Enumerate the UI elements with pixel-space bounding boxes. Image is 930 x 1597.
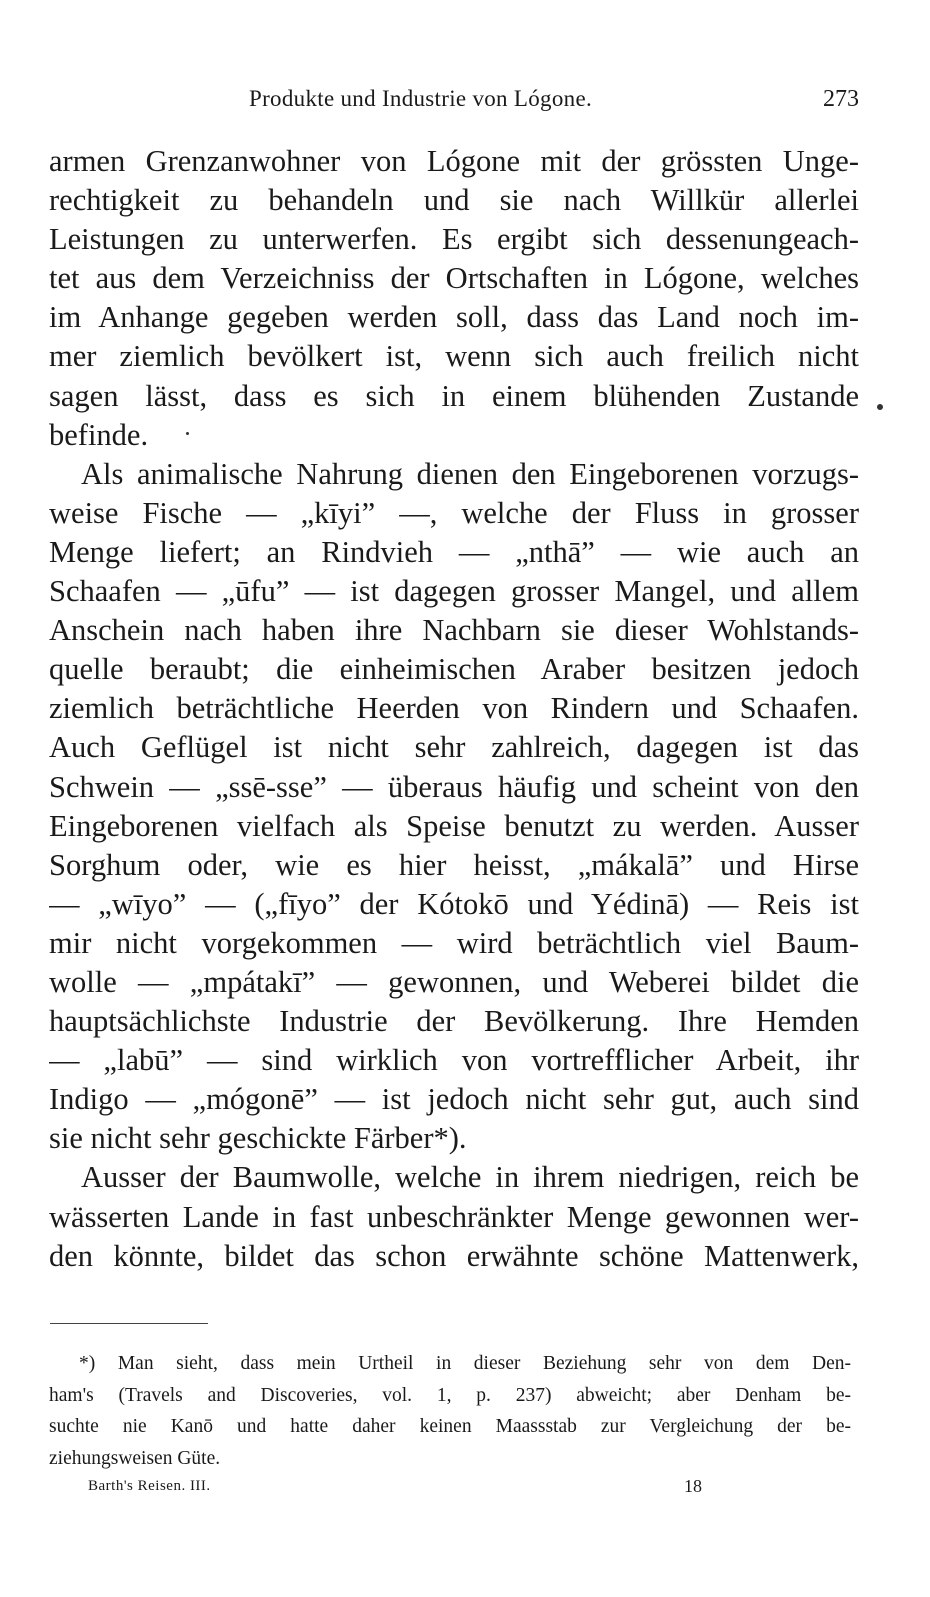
text-line: — „wīyo” — („fīyo” der Kótokō und Yédinā) — Reis ist: [49, 886, 859, 921]
text-line: mer ziemlich bevölkert ist, wenn sich auch freilich nicht: [49, 339, 859, 374]
text-line: quelle beraubt; die einheimischen Araber besitzen jedoch: [49, 652, 859, 687]
text-line: im Anhange gegeben werden soll, dass das Land noch im-: [49, 300, 859, 335]
text-line: Auch Geflügel ist nicht sehr zahlreich, dagegen ist das: [49, 730, 859, 765]
body-text: [49, 142, 859, 1276]
footnote-line: suchte nie Kanō und hatte daher keinen Maassstab zur Vergleichung der be-: [49, 1416, 851, 1437]
text-line: sie nicht sehr geschickte Färber*).: [49, 1121, 467, 1156]
ink-speck: [186, 432, 189, 435]
text-line: weise Fische — „kīyi” —, welche der Fluss in grosser: [49, 495, 859, 530]
footnote-rule: [50, 1323, 208, 1324]
printer-signature: Barth's Reisen. III.: [88, 1478, 211, 1494]
text-line: tet aus dem Verzeichniss der Ortschaften in Lógone, welches: [49, 261, 859, 296]
text-line: mir nicht vorgekommen — wird beträchtlich viel Baum-: [49, 925, 859, 960]
page-number: 273: [823, 86, 859, 112]
text-line: hauptsächlichste Industrie der Bevölkerung. Ihre Hemden: [49, 1004, 859, 1039]
text-line: wässerten Lande in fast unbeschränkter Menge gewonnen wer-: [49, 1199, 859, 1234]
text-line: Schaafen — „ūfu” — ist dagegen grosser Mangel, und allem: [49, 574, 859, 609]
footnote-line: ham's (Travels and Discoveries, vol. 1, p. 237) abweicht; aber Denham be-: [49, 1384, 851, 1406]
text-line: ziemlich beträchtliche Heerden von Rindern und Schaafen.: [49, 691, 859, 726]
text-line: befinde.: [49, 417, 149, 452]
text-line: Sorghum oder, wie es hier heisst, „mákalā” und Hirse: [49, 847, 859, 882]
text-line: Schwein — „ssē-sse” — überaus häufig und scheint von den: [49, 769, 859, 804]
page-footer: [88, 1478, 728, 1506]
text-line: den könnte, bildet das schon erwähnte schöne Mattenwerk,: [49, 1238, 859, 1273]
text-line: sagen lässt, dass es sich in einem blühenden Zustande: [49, 378, 859, 413]
running-title: Produkte und Industrie von Lógone.: [249, 86, 593, 111]
text-line: armen Grenzanwohner von Lógone mit der grössten Unge-: [49, 144, 859, 178]
text-line: Eingeborenen vielfach als Speise benutzt zu werden. Ausser: [49, 808, 859, 843]
text-line: rechtigkeit zu behandeln und sie nach Willkür allerlei: [49, 183, 859, 218]
footnote-line: *) Man sieht, dass mein Urtheil in dieser Beziehung sehr von dem Den-: [79, 1353, 851, 1374]
text-line: Anschein nach haben ihre Nachbarn sie dieser Wohlstands-: [49, 613, 859, 648]
text-line: Menge liefert; an Rindvieh — „nthā” — wie auch an: [49, 534, 859, 569]
text-line: Ausser der Baumwolle, welche in ihrem niedrigen, reich be: [81, 1160, 859, 1195]
running-head: [49, 86, 859, 120]
footnote-line: ziehungsweisen Güte.: [49, 1447, 221, 1469]
ink-speck: [877, 404, 883, 410]
text-line: — „labū” — sind wirklich von vortrefflicher Arbeit, ihr: [49, 1043, 859, 1078]
text-line: Indigo — „mógonē” — ist jedoch nicht sehr gut, auch sind: [49, 1082, 859, 1117]
text-line: Als animalische Nahrung dienen den Eingeborenen vorzugs-: [81, 456, 859, 491]
text-line: wolle — „mpátakī” — gewonnen, und Weberei bildet die: [49, 964, 859, 999]
sheet-number: 18: [684, 1476, 702, 1496]
footnote: [49, 1348, 851, 1474]
text-line: Leistungen zu unterwerfen. Es ergibt sich dessenungeach-: [49, 222, 859, 257]
